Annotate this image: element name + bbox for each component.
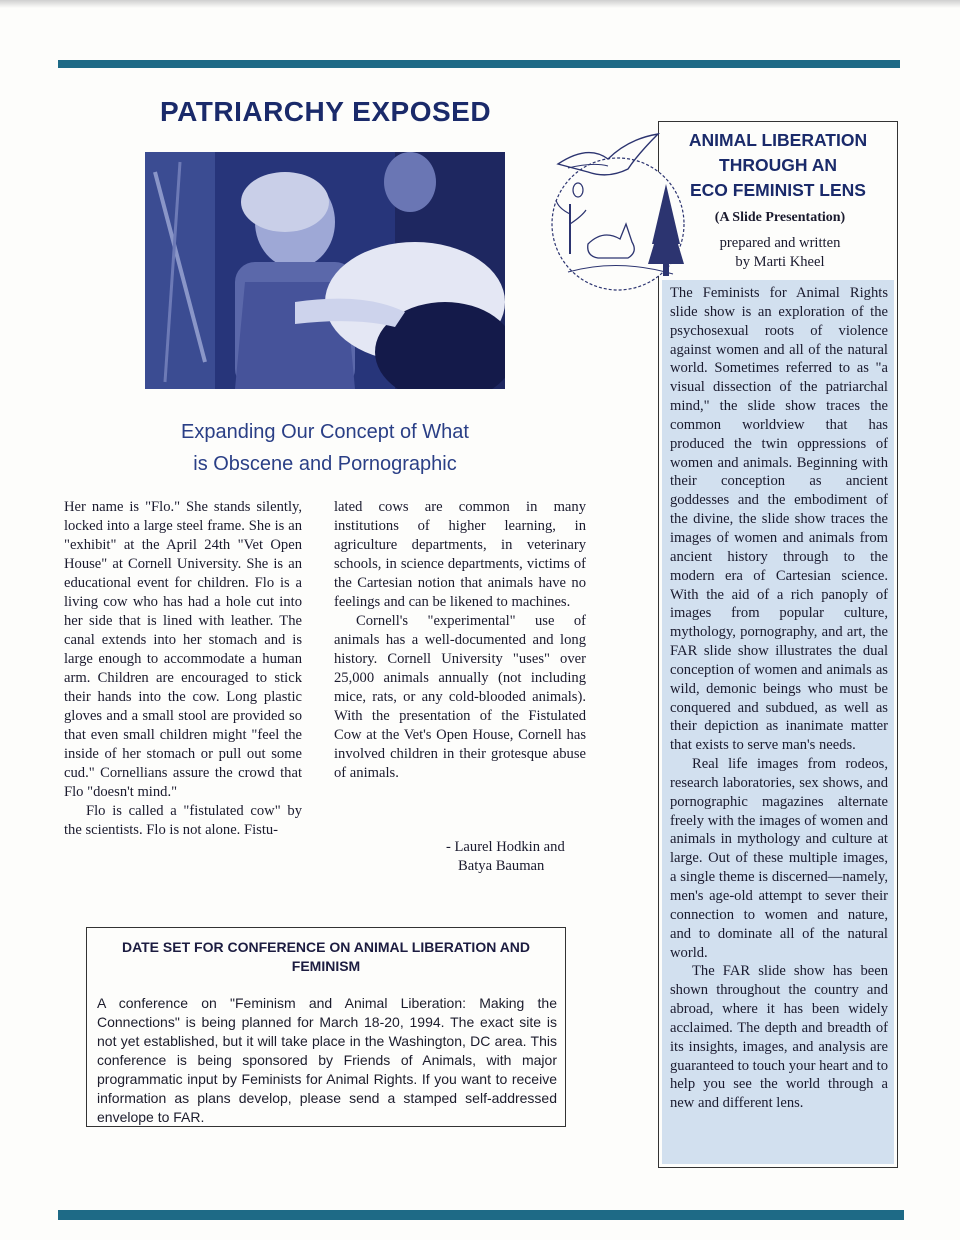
article-paragraph: Cornell's "experimental" use of animals has a well-documented and long history. Cornell University "uses" over 25,000 animals annually (not including mice, rats, or any cold-blooded animals). With the presentation of the Fistulated Cow at the Vet's Open House, Cornell has involved children in their grotesque abuse of animals. xyxy=(334,613,586,781)
article-byline xyxy=(446,838,596,876)
byline-line-1: - Laurel Hodkin and xyxy=(446,839,565,855)
article-column-middle xyxy=(334,498,586,783)
conference-title: DATE SET FOR CONFERENCE ON ANIMAL LIBERATION AND FEMINISM xyxy=(121,939,531,974)
bottom-rule xyxy=(58,1210,904,1220)
article-paragraph: Her name is "Flo." She stands silently, locked into a large steel frame. She is an "exhibit" at the April 24th "Vet Open House" at Cornell University. She is an educational event for children. Flo is a living cow who has had a hole cut into her side that is lined with leather. The canal extends into her stomach and is large enough to accommodate a human arm. Children are encouraged to stick their hands into the cow. Long plastic gloves and a small stool are provided so that even small children might "feel the inside of her stomach or pull out some cud." Cornellians assure the crowd that Flo "doesn't mind." xyxy=(64,499,302,800)
sidebar-title-line-3: ECO FEMINIST LENS xyxy=(690,180,866,200)
subhead-line-1: Expanding Our Concept of What xyxy=(181,421,469,443)
page-headline: PATRIARCHY EXPOSED xyxy=(160,96,492,127)
article-paragraph: Flo is called a "fistulated cow" by the scientists. Flo is not alone. Fistu- xyxy=(64,803,302,838)
sidebar-title xyxy=(666,128,890,203)
article-subhead xyxy=(140,416,510,480)
sidebar-paragraph: Real life images from rodeos, research laboratories, sex shows, and pornographic magazines alternate freely with the images of women and animals in mythology and culture at large. Out of these multiple images, a single theme is discerned—namely, men's age-old attempt to sever their connection to women and nature, and to dominate all of the natural world. xyxy=(670,756,888,961)
article-photo xyxy=(145,152,505,389)
subhead-line-2: is Obscene and Pornographic xyxy=(193,453,457,475)
sidebar-body xyxy=(670,284,888,1113)
photo-illustration xyxy=(145,152,505,389)
sidebar-paragraph: The FAR slide show has been shown throughout the country and abroad, where it has been widely acclaimed. The depth and breadth of its insights, images, and analysis are guaranteed to touch your heart and to help you see the world through a new and different lens. xyxy=(670,963,889,1112)
scan-edge xyxy=(0,0,960,8)
conference-body: A conference on "Feminism and Animal Liberation: Making the Connections" is being planned for March 18-20, 1994. The exact site is not yet established, but it will take place in the Washington, DC area. This conference is being sponsored by Friends of Animals, with major programmatic input by Feminists for Animal Rights. If you want to receive information as plans develop, please send a stamped self-addressed envelope to FAR. xyxy=(97,995,557,1125)
conference-notice-box xyxy=(86,927,566,1127)
sidebar-paragraph: The Feminists for Animal Rights slide show is an exploration of the psychosexual roots of violence against women and all of the natural world. Sometimes referred to as "a visual dissection of the patriarchal mind," the slide show traces the common worldview that has produced the twin oppressions of women and animals. Beginning with their conception as ancient goddesses and the embodiment of the divine, the slide show traces the images of women and animals from ancient history through to the modern era of Cartesian science. With the aid of a rich panoply of images from popular culture, mythology, pornography, and art, the FAR slide show illustrates the dual conception of women and animals as wild, demonic beings who must be conquered and subdued, as well as their depiction as inanimate matter that exists to serve man's needs. xyxy=(670,285,888,754)
article-paragraph: lated cows are common in many institutions of higher learning, in agriculture departments, in veterinary schools, in science departments, victims of the Cartesian notion that animals have no feelings and can be likened to machines. xyxy=(334,499,586,610)
top-rule xyxy=(58,60,900,68)
byline-line-2: Batya Bauman xyxy=(458,858,545,874)
sidebar-credit xyxy=(690,234,870,272)
article-column-left xyxy=(64,498,302,840)
sidebar-title-line-1: ANIMAL LIBERATION xyxy=(688,130,868,150)
sidebar-credit-line-2: by Marti Kheel xyxy=(735,254,825,270)
sidebar-credit-line-1: prepared and written xyxy=(719,235,841,251)
sidebar-title-line-2: THROUGH AN xyxy=(719,155,837,175)
sidebar-subtitle: (A Slide Presentation) xyxy=(714,210,846,225)
